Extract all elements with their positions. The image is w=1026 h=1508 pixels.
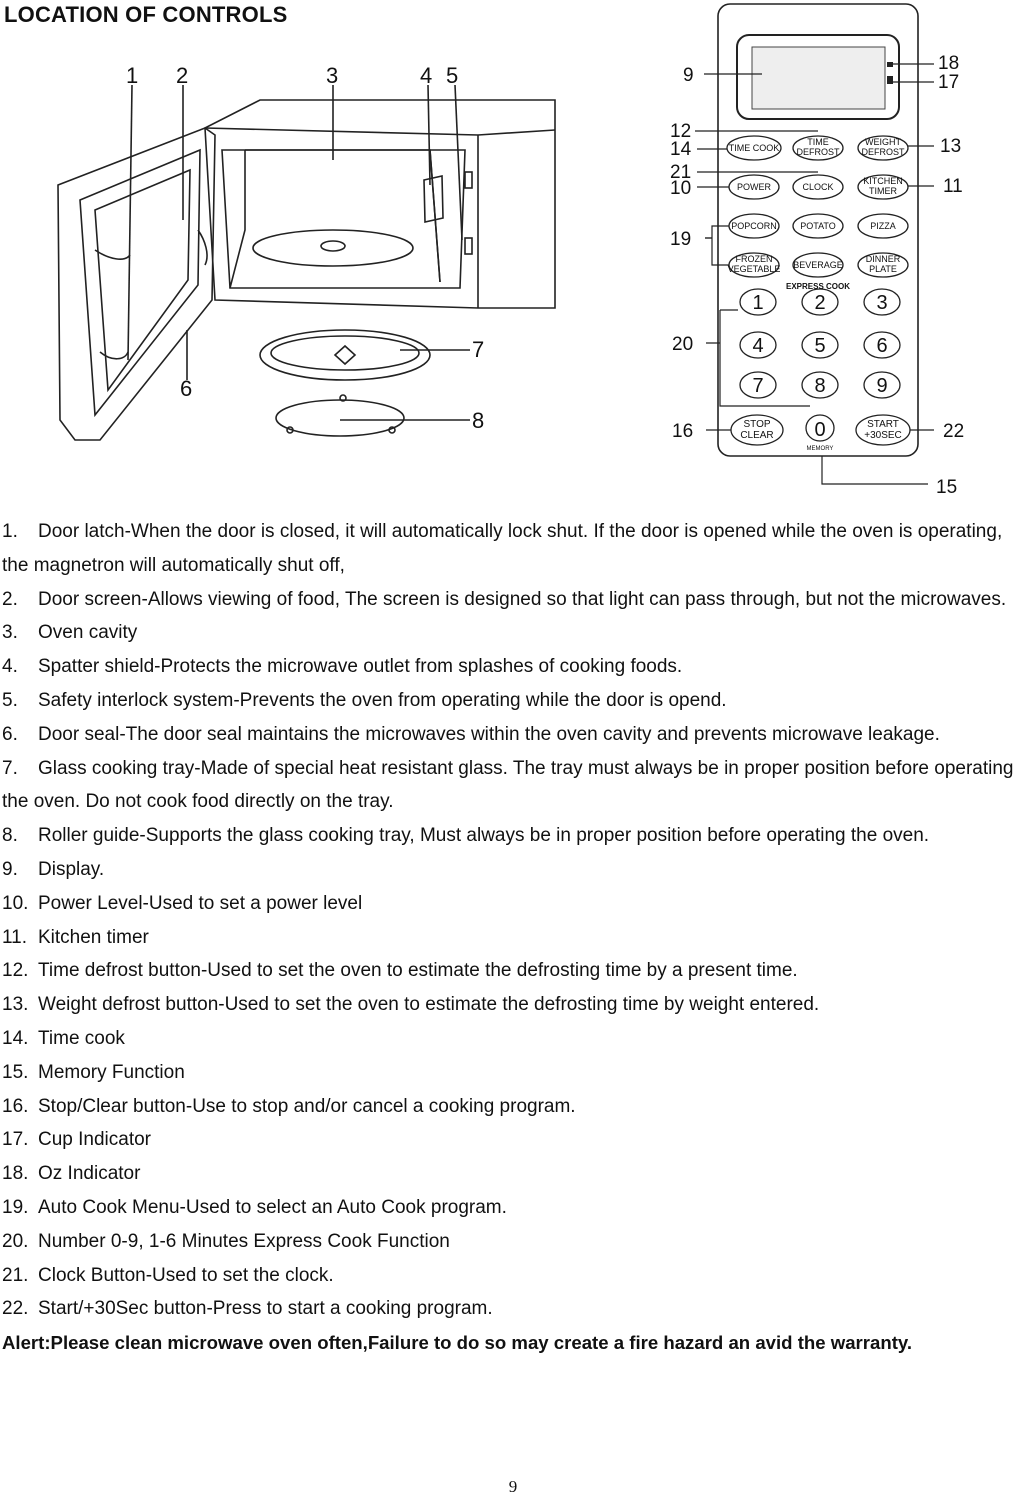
item-text: Door screen-Allows viewing of food, The screen is designed so that light can pass through, but not the microwaves. [38, 588, 1007, 610]
list-item [2, 921, 1022, 955]
callout-18: 18 [938, 53, 960, 74]
glass-tray [260, 330, 430, 380]
digit-6-label: 6 [876, 335, 888, 357]
item-text: Stop/Clear button-Use to stop and/or cancel a cooking program. [38, 1095, 576, 1117]
time-defrost-label-1: TIME [807, 137, 829, 147]
item-text: Memory Function [38, 1061, 185, 1083]
popcorn-label: POPCORN [731, 221, 777, 231]
oz-indicator [887, 62, 893, 67]
item-number: 2. [2, 588, 18, 610]
control-panel-illustration [670, 4, 964, 498]
controls-figure [0, 0, 1026, 500]
callout-3: 3 [326, 63, 339, 88]
item-number: 8. [2, 825, 18, 847]
dinner-plate-label-1: DINNER [865, 254, 901, 264]
digit-5-label: 5 [814, 335, 826, 357]
beverage-label: BEVERAGE [793, 260, 843, 270]
digit-7-label: 7 [752, 375, 764, 397]
digit-4-label: 4 [752, 335, 764, 357]
callout-17: 17 [938, 72, 960, 93]
item-number: 13. [2, 994, 29, 1016]
item-number: 6. [2, 723, 18, 745]
callout-4: 4 [420, 63, 433, 88]
stop-label: STOP [743, 419, 771, 430]
list-item [2, 583, 1022, 617]
list-item [2, 1292, 1022, 1326]
digit-0-label: 0 [814, 419, 826, 441]
item-number: 5. [2, 689, 18, 711]
item-text: Number 0-9, 1-6 Minutes Express Cook Function [38, 1230, 450, 1252]
controls-list [2, 515, 1022, 1360]
alert-warning: Alert:Please clean microwave oven often,Failure to do so may create a fire hazard an avid the warranty. [2, 1332, 913, 1354]
display-screen [752, 47, 885, 109]
digit-1-label: 1 [752, 292, 764, 314]
list-item [2, 650, 1022, 684]
list-item [2, 684, 1022, 718]
item-text: Safety interlock system-Prevents the oven from operating while the door is opend. [38, 689, 727, 711]
item-number: 7. [2, 757, 18, 779]
interlock-switch-bottom [465, 238, 472, 254]
callout-16: 16 [672, 421, 694, 442]
callout-22: 22 [943, 421, 965, 442]
page-number: 9 [508, 1477, 518, 1496]
list-item [2, 853, 1022, 887]
item-text: Time cook [38, 1027, 125, 1049]
item-number: 15. [2, 1061, 29, 1083]
cup-indicator [887, 76, 893, 84]
list-item [2, 515, 1022, 583]
item-number: 12. [2, 960, 29, 982]
list-item [2, 718, 1022, 752]
digit-9-label: 9 [876, 375, 888, 397]
callout-11: 11 [943, 176, 963, 197]
list-item [2, 954, 1022, 988]
list-item [2, 1259, 1022, 1293]
item-number: 17. [2, 1129, 29, 1151]
item-number: 3. [2, 622, 18, 644]
item-text: Spatter shield-Protects the microwave outlet from splashes of cooking foods. [38, 656, 683, 678]
microwave-oven-illustration [58, 85, 555, 440]
time-cook-label: TIME COOK [728, 143, 780, 153]
interlock-switch-top [465, 172, 472, 188]
frozen-veg-label-2: VEGETABLE [727, 264, 781, 274]
callout-13: 13 [940, 136, 962, 157]
callout-6: 6 [180, 376, 193, 401]
item-number: 16. [2, 1095, 29, 1117]
item-text: Power Level-Used to set a power level [38, 892, 363, 914]
item-text: Clock Button-Used to set the clock. [38, 1264, 334, 1286]
page-title: LOCATION OF CONTROLS [4, 2, 288, 27]
plus30sec-label: +30SEC [864, 430, 902, 441]
item-text: Door seal-The door seal maintains the microwaves within the oven cavity and prevents microwave leakage. [38, 723, 940, 745]
list-item [2, 1157, 1022, 1191]
item-number: 18. [2, 1163, 29, 1185]
item-text: Cup Indicator [38, 1129, 152, 1151]
item-number: 21. [2, 1264, 29, 1286]
callout-15: 15 [936, 477, 958, 498]
item-text: Weight defrost button-Used to set the oven to estimate the defrosting time by weight entered. [38, 994, 820, 1016]
list-item [2, 1191, 1022, 1225]
clock-label: CLOCK [802, 182, 834, 192]
item-text: Display. [38, 858, 105, 880]
callout-21: 21 [670, 162, 692, 183]
power-label: POWER [736, 182, 772, 192]
item-number: 11. [2, 926, 28, 948]
callout-19: 19 [670, 229, 692, 250]
callout-1: 1 [126, 63, 139, 88]
item-number: 9. [2, 858, 18, 880]
clear-label: CLEAR [740, 430, 774, 441]
time-defrost-label-2: DEFROST [796, 147, 840, 157]
item-text: Roller guide-Supports the glass cooking tray, Must always be in proper position before operating the oven. [38, 825, 930, 847]
start-label: START [867, 419, 899, 430]
item-number: 20. [2, 1230, 29, 1252]
list-item [2, 1225, 1022, 1259]
item-text: Kitchen timer [38, 926, 149, 948]
callout-20: 20 [672, 334, 694, 355]
callout-8: 8 [472, 408, 485, 433]
pizza-label: PIZZA [870, 221, 896, 231]
list-item [2, 887, 1022, 921]
callout-14: 14 [670, 139, 692, 160]
oven-body [205, 100, 555, 308]
item-text: Glass cooking tray-Made of special heat resistant glass. The tray must always be in proper position before operating the oven. Do not cook food directly on the tray. [2, 757, 1014, 813]
list-item [2, 1022, 1022, 1056]
callout-2: 2 [176, 63, 189, 88]
digit-2-label: 2 [814, 292, 826, 314]
oven-cavity [222, 150, 465, 288]
potato-label: POTATO [800, 221, 836, 231]
weight-defrost-label-2: DEFROST [861, 147, 905, 157]
item-text: Time defrost button-Used to set the oven to estimate the defrosting time by a present time. [38, 960, 798, 982]
item-number: 4. [2, 656, 18, 678]
list-item [2, 1123, 1022, 1157]
item-number: 10. [2, 892, 29, 914]
item-number: 22. [2, 1298, 29, 1320]
callout-12: 12 [670, 121, 692, 142]
memory-label: MEMORY [806, 446, 834, 452]
kitchen-timer-label-2: TIMER [869, 186, 897, 196]
express-cook-label: EXPRESS COOK [785, 282, 851, 291]
digit-8-label: 8 [814, 375, 826, 397]
list-item [2, 752, 1022, 820]
item-number: 1. [2, 521, 18, 542]
frozen-veg-label-1: FROZEN [735, 254, 773, 264]
roller-guide [276, 400, 404, 436]
list-item [2, 988, 1022, 1022]
item-text: Auto Cook Menu-Used to select an Auto Cook program. [38, 1196, 507, 1218]
list-item [2, 1056, 1022, 1090]
weight-defrost-label-1: WEIGHT [865, 137, 901, 147]
kitchen-timer-label-1: KITCHEN [863, 176, 903, 186]
item-text: Oz Indicator [38, 1163, 141, 1185]
callout-9: 9 [683, 65, 694, 86]
list-item [2, 819, 1022, 853]
item-number: 14. [2, 1027, 29, 1049]
list-item [2, 616, 1022, 650]
callout-5: 5 [446, 63, 459, 88]
item-text: Start/+30Sec button-Press to start a cooking program. [38, 1298, 493, 1320]
item-text: Door latch-When the door is closed, it will automatically lock shut. If the door is opened while the oven is operating, the magnetron will automatically shut off, [2, 521, 1003, 576]
digit-3-label: 3 [876, 292, 888, 314]
dinner-plate-label-2: PLATE [869, 264, 897, 274]
item-text: Oven cavity [38, 622, 138, 644]
callout-10: 10 [670, 178, 692, 199]
callout-7: 7 [472, 337, 485, 362]
list-item [2, 1090, 1022, 1124]
cavity-turntable [253, 230, 413, 266]
item-number: 19. [2, 1196, 29, 1218]
